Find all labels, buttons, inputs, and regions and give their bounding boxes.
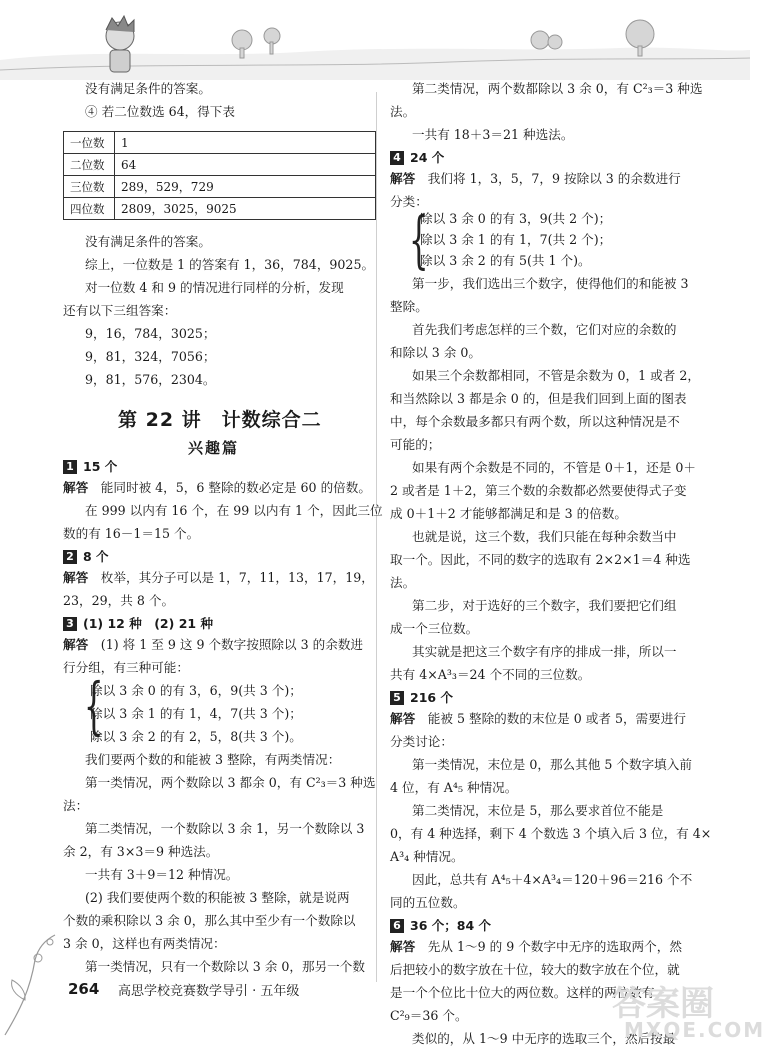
list-item: 除以 3 余 2 的有 5(共 1 个)。: [420, 253, 591, 268]
text-line: 没有满足条件的答案。: [85, 81, 211, 96]
text-line: 法。: [390, 104, 416, 119]
text-line: C²₉＝36 个。: [390, 1008, 468, 1023]
text-line: 成 0＋1＋2 才能够都满足和是 3 的倍数。: [390, 506, 627, 521]
list-item: 除以 3 余 0 的有 3，9(共 2 个)；: [420, 211, 612, 226]
solution-label: 解答: [390, 711, 416, 726]
problem-answer: 36 个；84 个: [410, 918, 491, 933]
text-line: 0，有 4 种选择，剩下 4 个数选 3 个填入后 3 位，有 4×: [390, 826, 712, 841]
text-line: 3 余 0，这样也有两类情况：: [63, 936, 226, 951]
solution-label: 解答: [63, 637, 89, 652]
text-line: 可能的；: [390, 437, 441, 452]
text-line: 对一位数 4 和 9 的情况进行同样的分析，发现: [85, 280, 344, 295]
solution-label: 解答: [63, 480, 89, 495]
table-cell: 三位数: [64, 176, 115, 198]
table-cell: 1: [115, 132, 376, 154]
text-line: (2) 我们要使两个数的积能被 3 整除，就是说两: [85, 890, 350, 905]
problem-answer: 216 个: [410, 690, 453, 705]
table-cell: 2809，3025，9025: [115, 198, 376, 220]
list-item: 除以 3 余 2 的有 2，5，8(共 3 个)。: [90, 729, 302, 744]
chapter-title: 第 22 讲 计数综合二: [118, 409, 322, 431]
text-line: 2 或者是 1＋2，第三个数的余数都必然要使得式子变: [390, 483, 687, 498]
list-item: 除以 3 余 1 的有 1，7(共 2 个)；: [420, 232, 612, 247]
text-line: 还有以下三组答案：: [63, 303, 177, 318]
text-line: 能被 5 整除的数的末位是 0 或者 5，需要进行: [427, 711, 686, 726]
text-line: 第一步，我们选出三个数字，使得他们的和能被 3: [412, 276, 689, 291]
solution-label: 解答: [63, 570, 89, 585]
text-line: 综上，一位数是 1 的答案有 1，36，784，9025。: [85, 257, 375, 272]
text-line: 整除。: [390, 299, 428, 314]
text-line: 个数的乘积除以 3 余 0，那么其中至少有一个数除以: [63, 913, 356, 928]
text-line: 法：: [63, 798, 89, 813]
list-item: 除以 3 余 1 的有 1，4，7(共 3 个)；: [90, 706, 302, 721]
text-line: 如果有两个余数是不同的，不管是 0＋1，还是 0＋: [412, 460, 696, 475]
text-line: 第二类情况，两个数都除以 3 余 0，有 C²₃＝3 种选: [412, 81, 703, 96]
text-line: 取一个。因此，不同的数字的选取有 2×2×1＝4 种选: [390, 552, 691, 567]
text-line: ④ 若二位数选 64，得下表: [85, 104, 235, 119]
text-line: 分类讨论：: [390, 734, 453, 749]
text-line: 后把较小的数字放在十位，较大的数字放在个位，就: [390, 962, 680, 977]
problem-number: 2: [63, 550, 77, 564]
text-line: 共有 4×A³₃＝24 个不同的三位数。: [390, 667, 591, 682]
text-line: 因此，总共有 A⁴₅＋4×A³₄＝120＋96＝216 个不: [412, 872, 693, 887]
table-cell: 四位数: [64, 198, 115, 220]
solution-label: 解答: [390, 171, 416, 186]
text-line: 我们要两个数的和能被 3 整除，有两类情况：: [85, 752, 341, 767]
text-line: 分类：: [390, 194, 428, 209]
table-row: [64, 198, 376, 220]
problem-answer: 24 个: [410, 150, 445, 165]
table-row: [64, 176, 376, 198]
text-line: 我们将 1，3，5，7，9 按除以 3 的余数进行: [427, 171, 681, 186]
text-line: 类似的，从 1～9 中无序的选取三个，然后按最: [412, 1031, 676, 1046]
table-row: [64, 132, 376, 154]
problem-number: 3: [63, 617, 77, 631]
text-line: 9，16，784，3025；: [85, 326, 216, 341]
text-line: 在 999 以内有 16 个，在 99 以内有 1 个，因此三位: [85, 503, 383, 518]
text-line: 第二类情况，末位是 5，那么要求首位不能是: [412, 803, 664, 818]
problem-answer: (1) 12 种 (2) 21 种: [83, 616, 213, 631]
text-line: 其实就是把这三个数字有序的排成一排，所以一: [412, 644, 677, 659]
text-line: A³₄ 种情况。: [390, 849, 464, 864]
text-line: 9，81，324，7056；: [85, 349, 216, 364]
text-line: 没有满足条件的答案。: [85, 234, 211, 249]
list-item: 除以 3 余 0 的有 3，6，9(共 3 个)；: [90, 683, 302, 698]
floral-decoration-icon: [0, 930, 70, 1040]
text-line: 成一个三位数。: [390, 621, 479, 636]
header-decoration: [0, 0, 750, 80]
text-line: 如果三个余数都相同，不管是余数为 0，1 或者 2，: [412, 368, 700, 383]
text-line: 一共有 3＋9＝12 种情况。: [85, 867, 239, 882]
text-line: 第二类情况，一个数除以 3 余 1，另一个数除以 3: [85, 821, 365, 836]
problem-number: 5: [390, 691, 404, 705]
problem-number: 6: [390, 919, 404, 933]
text-line: 行分组，有三种可能：: [63, 660, 189, 675]
text-line: 数的有 16－1＝15 个。: [63, 526, 200, 541]
text-line: 也就是说，这三个数，我们只能在每种余数当中: [412, 529, 677, 544]
text-line: 余 2，有 3×3＝9 种选法。: [63, 844, 219, 859]
page-number: 264: [68, 980, 100, 998]
text-line: 第一类情况，两个数除以 3 都余 0，有 C²₃＝3 种选: [85, 775, 376, 790]
book-title: 高思学校竞赛数学导引 · 五年级: [118, 984, 300, 999]
cartoon-boy-icon: [106, 16, 134, 72]
problem-number: 4: [390, 151, 404, 165]
text-line: 中，每个余数最多都只有两个数，所以这种情况是不: [390, 414, 680, 429]
results-table: [63, 131, 376, 220]
table-cell: 64: [115, 154, 376, 176]
table-row: [64, 154, 376, 176]
text-line: 枚举，其分子可以是 1，7，11，13，17，19，: [100, 570, 374, 585]
text-line: 能同时被 4，5，6 整除的数必定是 60 的倍数。: [100, 480, 371, 495]
brace-icon: {: [408, 203, 429, 276]
column-divider: [376, 92, 377, 982]
text-line: 4 位，有 A⁴₅ 种情况。: [390, 780, 518, 795]
table-cell: 289，529，729: [115, 176, 376, 198]
text-line: 23，29，共 8 个。: [63, 593, 175, 608]
problem-answer: 15 个: [83, 459, 118, 474]
text-line: 是一个个位比十位大的两位数。这样的两位数有: [390, 985, 655, 1000]
brace-icon: {: [83, 669, 104, 742]
text-line: 法。: [390, 575, 416, 590]
solution-label: 解答: [390, 939, 416, 954]
text-line: 第一类情况，只有一个数除以 3 余 0，那另一个数: [85, 959, 365, 974]
text-line: (1) 将 1 至 9 这 9 个数字按照除以 3 的余数进: [100, 637, 364, 652]
problem-number: 1: [63, 460, 77, 474]
problem-answer: 8 个: [83, 549, 109, 564]
text-line: 和当然除以 3 都是余 0 的，但是我们回到上面的图表: [390, 391, 687, 406]
watermark-logo: 答案圈: [612, 984, 714, 1024]
watermark-url: MXQE.COM: [624, 1018, 765, 1042]
text-line: 第二步，对于选好的三个数字，我们要把它们组: [412, 598, 677, 613]
text-line: 同的五位数。: [390, 895, 466, 910]
text-line: 一共有 18＋3＝21 种选法。: [412, 127, 574, 142]
table-cell: 二位数: [64, 154, 115, 176]
text-line: 首先我们考虑怎样的三个数，它们对应的余数的: [412, 322, 677, 337]
table-cell: 一位数: [64, 132, 115, 154]
text-line: 第一类情况，末位是 0，那么其他 5 个数字填入前: [412, 757, 692, 772]
text-line: 先从 1～9 的 9 个数字中无序的选取两个，然: [427, 939, 682, 954]
chapter-subtitle: 兴趣篇: [188, 439, 240, 457]
text-line: 和除以 3 余 0。: [390, 345, 482, 360]
text-line: 9，81，576，2304。: [85, 372, 216, 387]
